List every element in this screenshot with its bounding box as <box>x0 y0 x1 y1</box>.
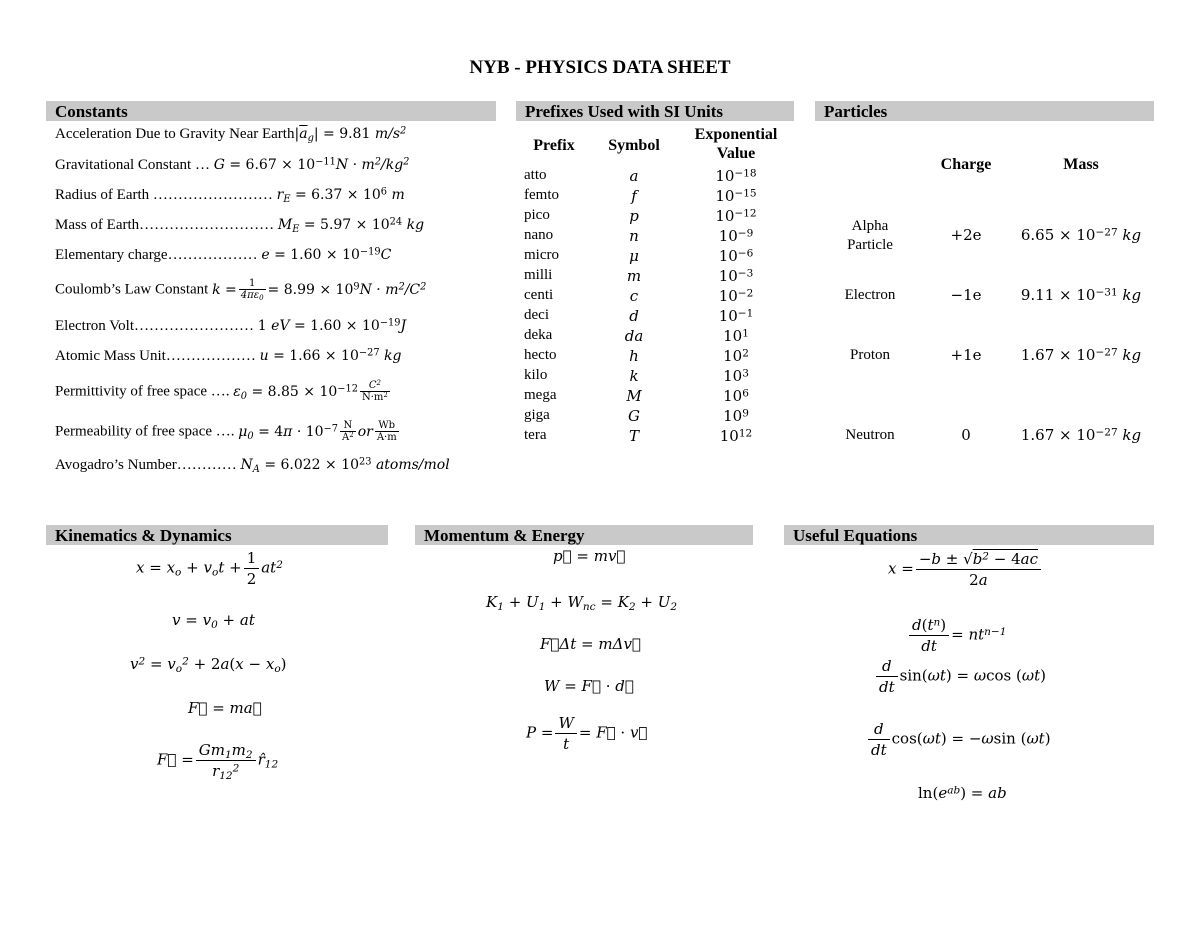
particle-charge: +2e <box>950 226 982 244</box>
particle-name <box>822 286 918 305</box>
constant-electron-volt <box>55 318 406 335</box>
particle-charge: −1e <box>950 286 982 304</box>
prefix-symbol: d <box>629 307 639 325</box>
equation-log: $\ln(e^{ab})$ = ab <box>918 784 1007 802</box>
prefix-symbol: p <box>629 207 639 225</box>
constant-formula: $N_A = 6.022 \times 10^{23}$ atoms/mol <box>240 456 450 475</box>
particle-mass-coefficient: 1.67 × 10 <box>1020 346 1096 364</box>
prefix-exponent: −3 <box>737 267 754 280</box>
prefix-exponential-value: $10^{-18}$ <box>715 167 757 185</box>
prefix-name: giga <box>524 407 550 423</box>
exp-col-header <box>680 125 792 163</box>
particle-name-line1: Proton <box>849 347 890 363</box>
particle-mass-coefficient: 9.11 × 10 <box>1020 286 1096 304</box>
prefix-symbol: f <box>631 187 637 205</box>
particle-mass-exponent: −27 <box>1095 226 1118 239</box>
prefix-exponent: 12 <box>738 427 753 440</box>
prefix-exponential-value: $10^3$ <box>723 367 749 385</box>
prefix-symbol: T <box>628 427 639 445</box>
particle-name <box>822 426 918 445</box>
equation-power-rule: $\frac{d(t^n)}{dt}$ = $nt^{n-1}$ <box>907 615 1006 656</box>
prefix-exponential-value: $10^{-1}$ <box>718 307 754 325</box>
prefix-symbol: G <box>628 407 640 425</box>
prefix-symbol: c <box>629 287 639 305</box>
prefix-exponential-value: $10^9$ <box>723 407 749 425</box>
prefix-exponential-value: $10^{-6}$ <box>718 247 754 265</box>
constant-label: Radius of Earth …………………… <box>55 187 273 203</box>
prefix-exponent: 9 <box>742 407 749 420</box>
constant-formula: $\mu_0 = 4\pi \cdot 10^{-7}$ $\frac{N}{A^2}$ or $\frac{Wb}{A\cdot m}$ <box>238 420 397 443</box>
prefix-name: tera <box>524 427 547 443</box>
prefix-name: mega <box>524 387 557 403</box>
prefix-symbol: da <box>624 327 644 345</box>
particle-name-line2: Particle <box>847 237 893 253</box>
prefix-exponential-value: $10^1$ <box>723 327 749 345</box>
constant-formula: $\varepsilon_0 = 8.85 \times 10^{-12}$ $\frac{C^2}{N\cdot m^2}$ <box>233 378 388 403</box>
constant-permittivity <box>55 380 392 403</box>
constant-formula: $G = 6.67 \times 10^{-11}N \cdot m^2/kg^2$ <box>213 156 410 173</box>
prefix-exponential-value: $10^{-3}$ <box>718 267 754 285</box>
prefix-name: femto <box>524 187 559 203</box>
constant-formula: $e = 1.60 \times 10^{-19}C$ <box>261 246 392 263</box>
prefix-exponent: 6 <box>742 387 749 400</box>
prefix-exponent: 1 <box>742 327 749 340</box>
equation-velocity: $v = v_0$ + at <box>172 611 255 632</box>
constant-avogadro <box>55 457 450 474</box>
section-header-kinematics: Kinematics & Dynamics <box>46 525 388 545</box>
particle-mass-unit: kg <box>1122 346 1142 364</box>
particle-charge: +1e <box>950 346 982 364</box>
particle-mass-coefficient: 1.67 × 10 <box>1020 426 1096 444</box>
particle-mass-coefficient: 6.65 × 10 <box>1020 226 1096 244</box>
prefix-exponential-value: $10^{12}$ <box>719 427 753 445</box>
constant-label: Electron Volt…………………… <box>55 318 255 334</box>
page-title: NYB - PHYSICS DATA SHEET <box>469 57 731 78</box>
particle-name-line1: Electron <box>844 287 896 303</box>
prefix-name: deci <box>524 307 549 323</box>
constant-earth-mass <box>55 217 424 234</box>
particle-mass-unit: kg <box>1122 226 1142 244</box>
constant-elementary-charge <box>55 247 391 264</box>
particle-mass <box>1020 426 1142 444</box>
prefix-exponent: −9 <box>737 227 754 240</box>
prefix-symbol: n <box>629 227 639 245</box>
mass-col-header: Mass <box>1063 156 1099 173</box>
prefix-exponential-value: $10^{-15}$ <box>715 187 757 205</box>
particle-name <box>822 346 918 365</box>
constant-atomic-mass <box>55 348 401 365</box>
constant-label: Permeability of free space …. <box>55 423 235 440</box>
section-header-prefixes: Prefixes Used with SI Units <box>516 101 794 121</box>
prefix-symbol: M <box>626 387 642 405</box>
particle-name-line1: Alpha <box>851 218 889 234</box>
prefix-name: deka <box>524 327 553 343</box>
prefix-symbol: a <box>629 167 639 185</box>
equation-impulse: F⃗Δt = mΔv⃗ <box>540 635 641 653</box>
particle-charge: 0 <box>961 426 971 444</box>
equation-derivative-sin: $\frac{d}{dt}$ sin(ωt) = ωcos (ωt) <box>874 656 1046 697</box>
particle-mass-exponent: −27 <box>1095 346 1118 359</box>
particle-mass-unit: kg <box>1122 426 1142 444</box>
particle-mass-exponent: −31 <box>1095 286 1118 299</box>
charge-col-header: Charge <box>940 156 992 173</box>
equation-power: P = $\frac{W}{t}$ = F⃗ · v⃗ <box>526 714 648 753</box>
prefix-name: nano <box>524 227 554 243</box>
prefix-exponent: −6 <box>737 247 754 260</box>
exp-col-header-line1: Exponential <box>694 126 778 143</box>
prefix-exponential-value: $10^2$ <box>723 347 749 365</box>
prefix-name: micro <box>524 247 559 263</box>
prefix-name: pico <box>524 207 550 223</box>
prefix-exponent: −18 <box>734 167 757 180</box>
equation-gravitation: F⃗ = $\frac{Gm_1m_2}{r_{12}^2}$ $r̂_{12}$ <box>157 741 279 783</box>
prefix-exponent: 2 <box>742 347 749 360</box>
equation-momentum: p⃗ = mv⃗ <box>553 547 626 565</box>
constant-earth-radius <box>55 187 405 204</box>
prefix-exponential-value: $10^{-2}$ <box>718 287 754 305</box>
symbol-col-header: Symbol <box>608 137 660 154</box>
prefix-symbol: h <box>629 347 639 365</box>
prefix-name: centi <box>524 287 554 303</box>
prefix-exponent: −12 <box>734 207 757 220</box>
prefix-symbol: m <box>626 267 642 285</box>
section-header-momentum: Momentum & Energy <box>415 525 753 545</box>
constant-label: Acceleration Due to Gravity Near Earth <box>55 126 295 142</box>
constant-gravitational <box>55 157 409 174</box>
particle-name <box>822 217 918 255</box>
constant-permeability <box>55 420 401 443</box>
prefix-name: atto <box>524 167 547 183</box>
particle-mass <box>1020 346 1142 364</box>
constant-label: Permittivity of free space …. <box>55 383 230 400</box>
constant-formula: $M_E = 5.97 \times 10^{24}$ kg <box>277 216 425 235</box>
prefix-symbol: k <box>629 367 639 385</box>
prefix-col-header: Prefix <box>533 137 575 154</box>
constant-label: Elementary charge……………… <box>55 247 258 263</box>
equation-position: $x = x_o + v_ot$ + $\frac{1}{2}$ $at^2$ <box>136 549 283 588</box>
prefix-name: hecto <box>524 347 557 363</box>
section-header-useful: Useful Equations <box>784 525 1154 545</box>
section-header-particles: Particles <box>815 101 1154 121</box>
particle-mass <box>1020 226 1142 244</box>
constant-label: Gravitational Constant … <box>55 157 210 173</box>
prefix-name: milli <box>524 267 553 283</box>
particle-mass-unit: kg <box>1122 286 1142 304</box>
prefix-name: kilo <box>524 367 548 383</box>
equation-work: W = F⃗ · d⃗ <box>544 677 634 695</box>
equation-derivative-cos: $\frac{d}{dt}$ cos(ωt) = −ωsin (ωt) <box>866 719 1051 760</box>
exp-col-header-line2: Value <box>716 145 756 162</box>
constant-label: Atomic Mass Unit……………… <box>55 348 256 364</box>
constant-label: Coulomb’s Law Constant <box>55 281 209 298</box>
particle-name-line1: Neutron <box>845 427 895 443</box>
constant-gravity <box>55 126 406 143</box>
prefix-exponent: −1 <box>737 307 754 320</box>
equation-quadratic: x = $\frac{-b \pm √b^2 - 4ac}{2a}$ <box>888 549 1043 590</box>
prefix-exponential-value: $10^6$ <box>723 387 749 405</box>
equation-newton-second: F⃗ = ma⃗ <box>188 699 262 717</box>
constant-formula: k = $\frac{1}{4\pi\varepsilon_0}$ = $8.99 \times 10^9N \cdot m^2/C^2$ <box>212 278 427 303</box>
constant-formula: $u = 1.66 \times 10^{-27}$ kg <box>259 347 402 364</box>
equation-velocity-squared: $v^2 = v_o^2 + 2a(x - x_o)$ <box>130 655 287 676</box>
constant-formula: $|\overline{a}_g| = 9.81$ $m/s^2$ <box>294 125 407 144</box>
equation-energy-conservation: $K_1 + U_1 + W_{nc} = K_2 + U_2$ <box>486 593 678 614</box>
constant-coulomb <box>55 278 426 301</box>
prefix-exponential-value: $10^{-9}$ <box>718 227 754 245</box>
section-header-constants: Constants <box>46 101 496 121</box>
prefix-exponent: −2 <box>737 287 754 300</box>
prefix-exponent: 3 <box>742 367 749 380</box>
constant-formula: 1 eV = $1.60 \times 10^{-19}J$ <box>257 317 407 334</box>
constant-formula: $r_E = 6.37 \times 10^6$ m <box>276 186 405 205</box>
prefix-symbol: μ <box>629 247 639 265</box>
prefix-exponent: −15 <box>734 187 757 200</box>
prefix-exponential-value: $10^{-12}$ <box>715 207 757 225</box>
constant-label: Mass of Earth……………………… <box>55 217 275 233</box>
particle-mass <box>1020 286 1142 304</box>
particle-mass-exponent: −27 <box>1095 426 1118 439</box>
constant-label: Avogadro’s Number………… <box>55 457 237 473</box>
